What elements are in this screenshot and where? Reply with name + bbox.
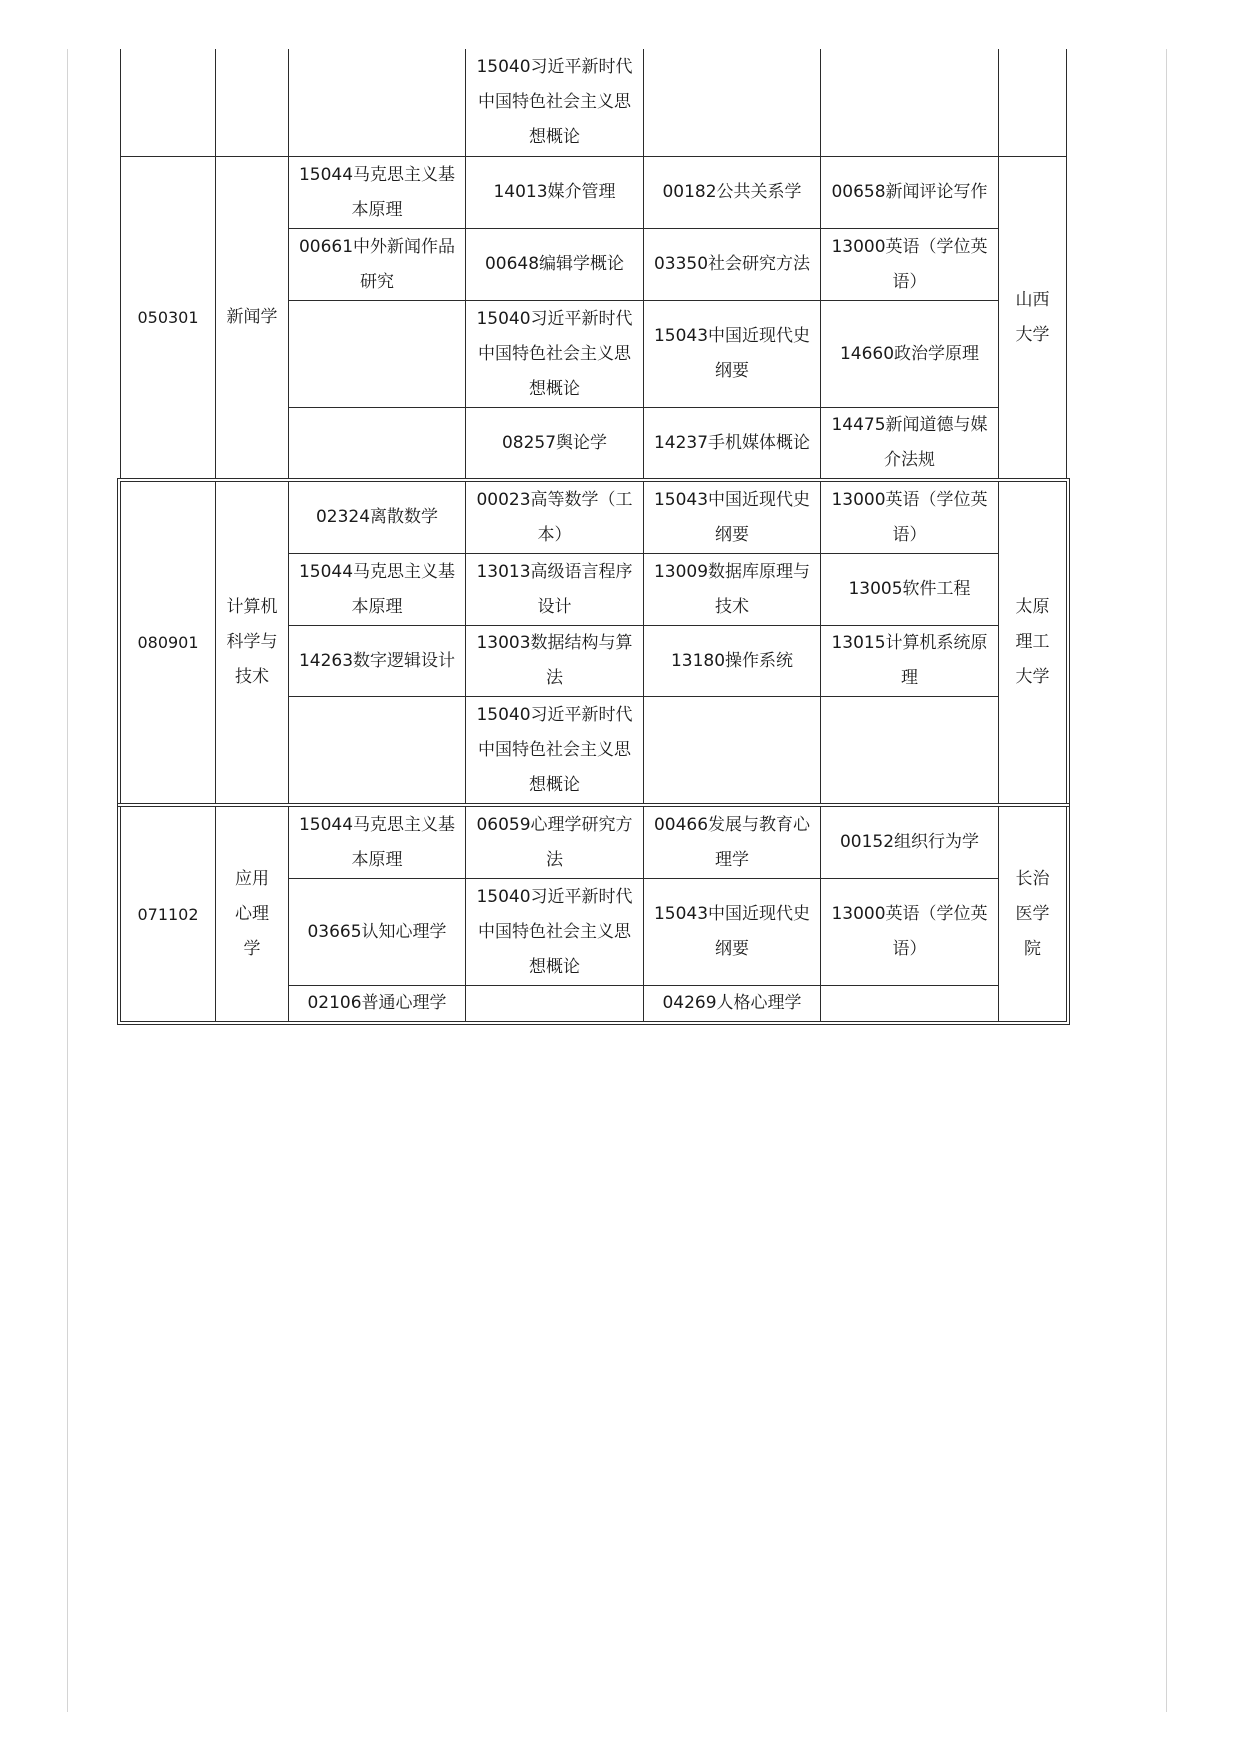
course-cell: 15043中国近现代史纲要 (644, 879, 821, 986)
course-cell: 03350社会研究方法 (644, 229, 821, 301)
course-cell: 14237手机媒体概论 (644, 408, 821, 479)
course-cell: 03665认知心理学 (289, 879, 466, 986)
table-row (121, 482, 1067, 554)
institution-cell: 山西大学 (999, 157, 1067, 479)
course-cell: 15044马克思主义基本原理 (289, 807, 466, 879)
course-cell: 15044马克思主义基本原理 (289, 157, 466, 229)
course-cell: 00182公共关系学 (644, 157, 821, 229)
course-cell: 00661中外新闻作品研究 (289, 229, 466, 301)
course-cell: 13180操作系统 (644, 626, 821, 697)
course-cell: 00658新闻评论写作 (821, 157, 999, 229)
course-cell (289, 49, 466, 156)
course-cell: 13009数据库原理与技术 (644, 554, 821, 626)
course-cell: 02324离散数学 (289, 482, 466, 554)
course-cell: 15040习近平新时代中国特色社会主义思想概论 (466, 301, 644, 408)
course-cell (466, 986, 644, 1022)
page-border-left (67, 49, 68, 1712)
course-cell: 13005软件工程 (821, 554, 999, 626)
major-name-cell: 新闻学 (216, 157, 289, 479)
course-cell: 15040习近平新时代中国特色社会主义思想概论 (466, 879, 644, 986)
course-cell (821, 697, 999, 804)
course-cell: 08257舆论学 (466, 408, 644, 479)
course-cell (289, 697, 466, 804)
major-name-cell: 应用心理学 (216, 807, 289, 1022)
institution-cell: 太原理工大学 (999, 482, 1067, 804)
page-border-right (1166, 49, 1167, 1712)
major-code-cell: 050301 (121, 157, 216, 479)
table-row (121, 49, 1067, 156)
course-cell: 13000英语（学位英语） (821, 229, 999, 301)
course-cell: 00466发展与教育心理学 (644, 807, 821, 879)
institution-cell (999, 49, 1067, 156)
table-row (121, 157, 1067, 229)
course-cell: 15043中国近现代史纲要 (644, 482, 821, 554)
major-name-cell: 计算机科学与技术 (216, 482, 289, 804)
course-cell: 15040习近平新时代中国特色社会主义思想概论 (466, 49, 644, 156)
institution-cell: 长治医学院 (999, 807, 1067, 1022)
major-code-cell (121, 49, 216, 156)
course-cell: 13003数据结构与算法 (466, 626, 644, 697)
course-cell: 00023高等数学（工本） (466, 482, 644, 554)
course-cell: 14263数字逻辑设计 (289, 626, 466, 697)
continuation-table (120, 49, 1067, 157)
course-cell: 00648编辑学概论 (466, 229, 644, 301)
course-cell: 14475新闻道德与媒介法规 (821, 408, 999, 479)
course-cell: 00152组织行为学 (821, 807, 999, 879)
course-cell: 06059心理学研究方法 (466, 807, 644, 879)
course-cell (644, 697, 821, 804)
course-cell: 13000英语（学位英语） (821, 879, 999, 986)
course-cell (644, 49, 821, 156)
course-cell: 15040习近平新时代中国特色社会主义思想概论 (466, 697, 644, 804)
course-cell: 13000英语（学位英语） (821, 482, 999, 554)
course-cell: 15044马克思主义基本原理 (289, 554, 466, 626)
course-cell (821, 49, 999, 156)
course-cell (289, 408, 466, 479)
major-code-cell: 080901 (121, 482, 216, 804)
course-cell: 13015计算机系统原理 (821, 626, 999, 697)
course-cell: 14013媒介管理 (466, 157, 644, 229)
major-table-applied-psychology (120, 806, 1067, 1022)
major-table-computer-science (120, 481, 1067, 804)
course-cell (289, 301, 466, 408)
course-cell: 13013高级语言程序设计 (466, 554, 644, 626)
course-cell: 14660政治学原理 (821, 301, 999, 408)
major-code-cell: 071102 (121, 807, 216, 1022)
major-table-journalism (120, 156, 1067, 479)
major-name-cell (216, 49, 289, 156)
table-row (121, 807, 1067, 879)
course-cell: 04269人格心理学 (644, 986, 821, 1022)
course-cell (821, 986, 999, 1022)
course-cell: 02106普通心理学 (289, 986, 466, 1022)
course-cell: 15043中国近现代史纲要 (644, 301, 821, 408)
